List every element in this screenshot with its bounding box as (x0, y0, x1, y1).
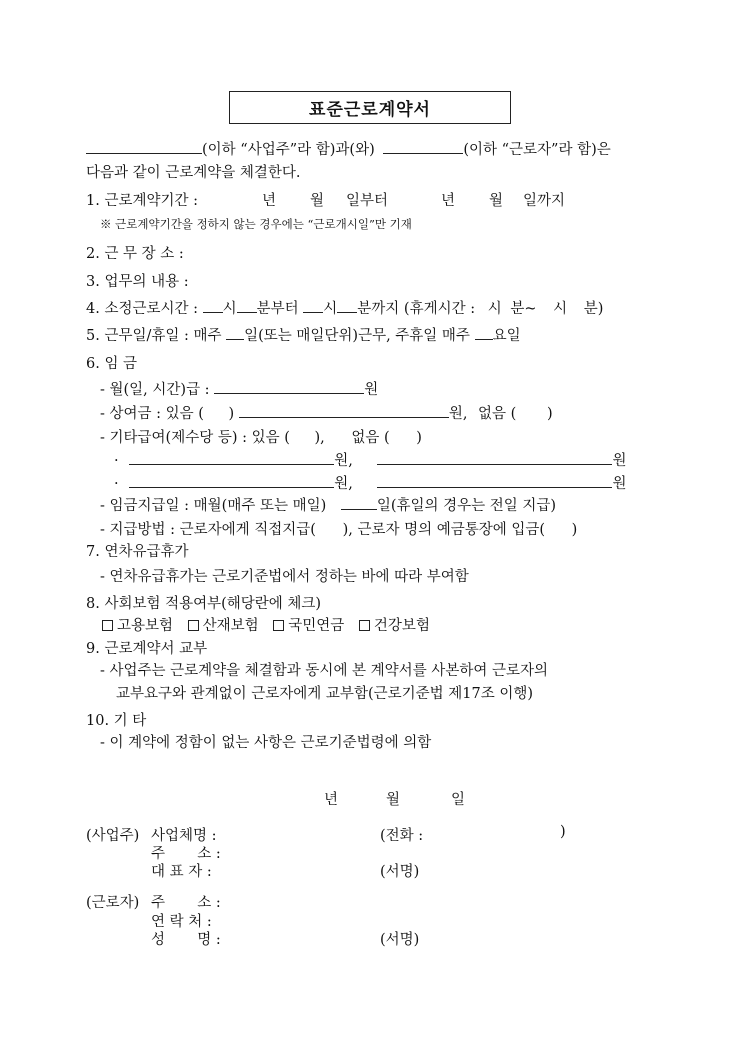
s7-label: 7. 연차유급휴가 (86, 544, 189, 560)
s4-start-hour-blank[interactable] (203, 299, 223, 313)
s4-break-label: (휴게시간 : (403, 301, 476, 317)
bonus-none-close: ) (546, 406, 553, 422)
checkbox-icon[interactable] (102, 620, 113, 631)
wage-label: - 월(일, 시간)급 : (100, 382, 210, 398)
s5-weekday: 요일 (492, 328, 521, 344)
insurance-industrial[interactable] (188, 618, 259, 634)
other-none: 없음 ( (351, 430, 390, 446)
s4-break-m: 분~ (510, 301, 537, 317)
worker-sign: (서명) (380, 932, 420, 948)
bullet-dot: · (114, 453, 119, 469)
wage-unit: 원 (364, 382, 379, 398)
payday-suffix: 일(휴일의 경우는 전일 지급) (376, 498, 557, 514)
other-none-close: ) (416, 430, 422, 446)
insurance-label: 국민연금 (288, 618, 345, 634)
s5-line (86, 324, 521, 345)
employer-tag: (사업주) (86, 828, 140, 844)
employer-phone-close: ) (560, 824, 566, 840)
date-year: 년 (324, 792, 339, 808)
payday-label: - 임금지급일 : 매월(매주 또는 매일) (100, 498, 327, 514)
s7-text: - 연차유급휴가는 근로기준법에서 정하는 바에 따라 부여함 (100, 569, 469, 585)
s1-to: 일까지 (523, 193, 566, 209)
s1-month2: 월 (489, 193, 504, 209)
worker-address-label: 주 소 : (151, 895, 221, 911)
s6-bonus-line (100, 402, 553, 423)
date-month: 월 (386, 792, 401, 808)
checkbox-icon[interactable] (359, 620, 370, 631)
s6-other-row-2 (114, 472, 626, 493)
s4-end-hour-blank[interactable] (303, 299, 323, 313)
other-item-4-blank[interactable] (377, 474, 612, 488)
s6-other-line (100, 426, 422, 447)
checkbox-icon[interactable] (188, 620, 199, 631)
s8-label: 8. 사회보험 적용여부(해당란에 체크) (86, 596, 322, 612)
document-title: 표준근로계약서 (229, 91, 511, 124)
intro-line-2: 다음과 같이 근로계약을 체결한다. (86, 165, 301, 181)
won: 원 (612, 476, 627, 492)
s6-label: 6. 임 금 (86, 356, 138, 372)
intro-line-1 (86, 138, 611, 159)
won: 원 (612, 453, 627, 469)
date-day: 일 (451, 792, 466, 808)
s4-break-h: 시 (487, 301, 502, 317)
insurance-pension[interactable] (273, 618, 344, 634)
s1-from: 일부터 (346, 193, 389, 209)
method-mid: ), 근로자 명의 예금통장에 입금( (342, 522, 546, 538)
s6-method-line (100, 518, 577, 539)
insurance-label: 건강보험 (373, 618, 430, 634)
s8-options (102, 614, 430, 635)
s4-h2: 시 (323, 301, 338, 317)
method-label: - 지급방법 : 근로자에게 직접지급( (100, 522, 316, 538)
worker-name-blank[interactable] (383, 140, 463, 154)
other-item-2-blank[interactable] (377, 451, 612, 465)
s1-note: ※ 근로계약기간을 정하지 않는 경우에는 “근로개시일”만 기재 (100, 217, 412, 231)
bonus-amount-blank[interactable] (239, 404, 449, 418)
s6-wage-line (100, 378, 378, 399)
insurance-health[interactable] (359, 618, 430, 634)
other-yes-close: ), (314, 430, 325, 446)
s4-h1: 시 (222, 301, 237, 317)
employer-name-blank[interactable] (86, 140, 202, 154)
s1-label: 1. 근로계약기간 : (86, 193, 198, 209)
other-item-3-blank[interactable] (129, 474, 334, 488)
s10-label: 10. 기 타 (86, 713, 147, 729)
worker-contact-label: 연 락 처 : (151, 914, 212, 930)
worker-tag: (근로자) (86, 895, 140, 911)
s5-days: 일(또는 매일단위)근무, 주휴일 매주 (244, 328, 470, 344)
payday-blank[interactable] (341, 496, 377, 510)
other-item-1-blank[interactable] (129, 451, 334, 465)
worker-suffix: (이하 “근로자”라 함)은 (463, 142, 611, 158)
other-label: - 기타급여(제수당 등) : 있음 ( (100, 430, 290, 446)
method-close: ) (571, 522, 578, 538)
s5-days-blank[interactable] (226, 326, 244, 340)
s4-break-h2: 시 (553, 301, 568, 317)
s4-start-min-blank[interactable] (237, 299, 257, 313)
insurance-employment[interactable] (102, 618, 173, 634)
wage-blank[interactable] (214, 380, 364, 394)
bullet-dot: · (114, 476, 119, 492)
s4-m1: 분부터 (256, 301, 299, 317)
employer-phone-label: (전화 : (380, 828, 424, 844)
bonus-label: - 상여금 : 있음 ( (100, 406, 204, 422)
s3-label: 3. 업무의 내용 : (86, 274, 189, 290)
insurance-label: 산재보험 (202, 618, 259, 634)
employer-address-label: 주 소 : (151, 846, 221, 862)
s5-weekday-blank[interactable] (475, 326, 493, 340)
s9-line-1: - 사업주는 근로계약을 체결함과 동시에 본 계약서를 사본하여 근로자의 (100, 663, 548, 679)
s6-payday-line (100, 494, 556, 515)
won-comma: 원, (334, 476, 353, 492)
bonus-unit: 원, (448, 406, 468, 422)
s4-line (86, 297, 603, 318)
s5-label: 5. 근무일/휴일 : 매주 (86, 328, 222, 344)
s1-year1: 년 (262, 193, 277, 209)
s4-end-min-blank[interactable] (337, 299, 357, 313)
insurance-label: 고용보험 (117, 618, 174, 634)
won-comma: 원, (334, 453, 353, 469)
employer-company-label: 사업체명 : (151, 828, 217, 844)
employer-sign: (서명) (380, 864, 420, 880)
bonus-close: ) (228, 406, 235, 422)
s1-month1: 월 (310, 193, 325, 209)
employer-rep-label: 대 표 자 : (151, 864, 212, 880)
s6-other-row-1 (114, 449, 626, 470)
s4-m2: 분까지 (357, 301, 400, 317)
worker-name-label: 성 명 : (151, 932, 221, 948)
s9-line-2: 교부요구와 관계없이 근로자에게 교부함(근로기준법 제17조 이행) (116, 686, 533, 702)
s10-text: - 이 계약에 정함이 없는 사항은 근로기준법령에 의함 (100, 735, 432, 751)
bonus-none: 없음 ( (478, 406, 517, 422)
checkbox-icon[interactable] (273, 620, 284, 631)
s4-break-end: 분) (583, 301, 604, 317)
s1-year2: 년 (441, 193, 456, 209)
s2-label: 2. 근 무 장 소 : (86, 246, 184, 262)
s9-label: 9. 근로계약서 교부 (86, 641, 208, 657)
employer-suffix: (이하 “사업주”라 함)과(와) (202, 142, 375, 158)
s4-label: 4. 소정근로시간 : (86, 301, 198, 317)
